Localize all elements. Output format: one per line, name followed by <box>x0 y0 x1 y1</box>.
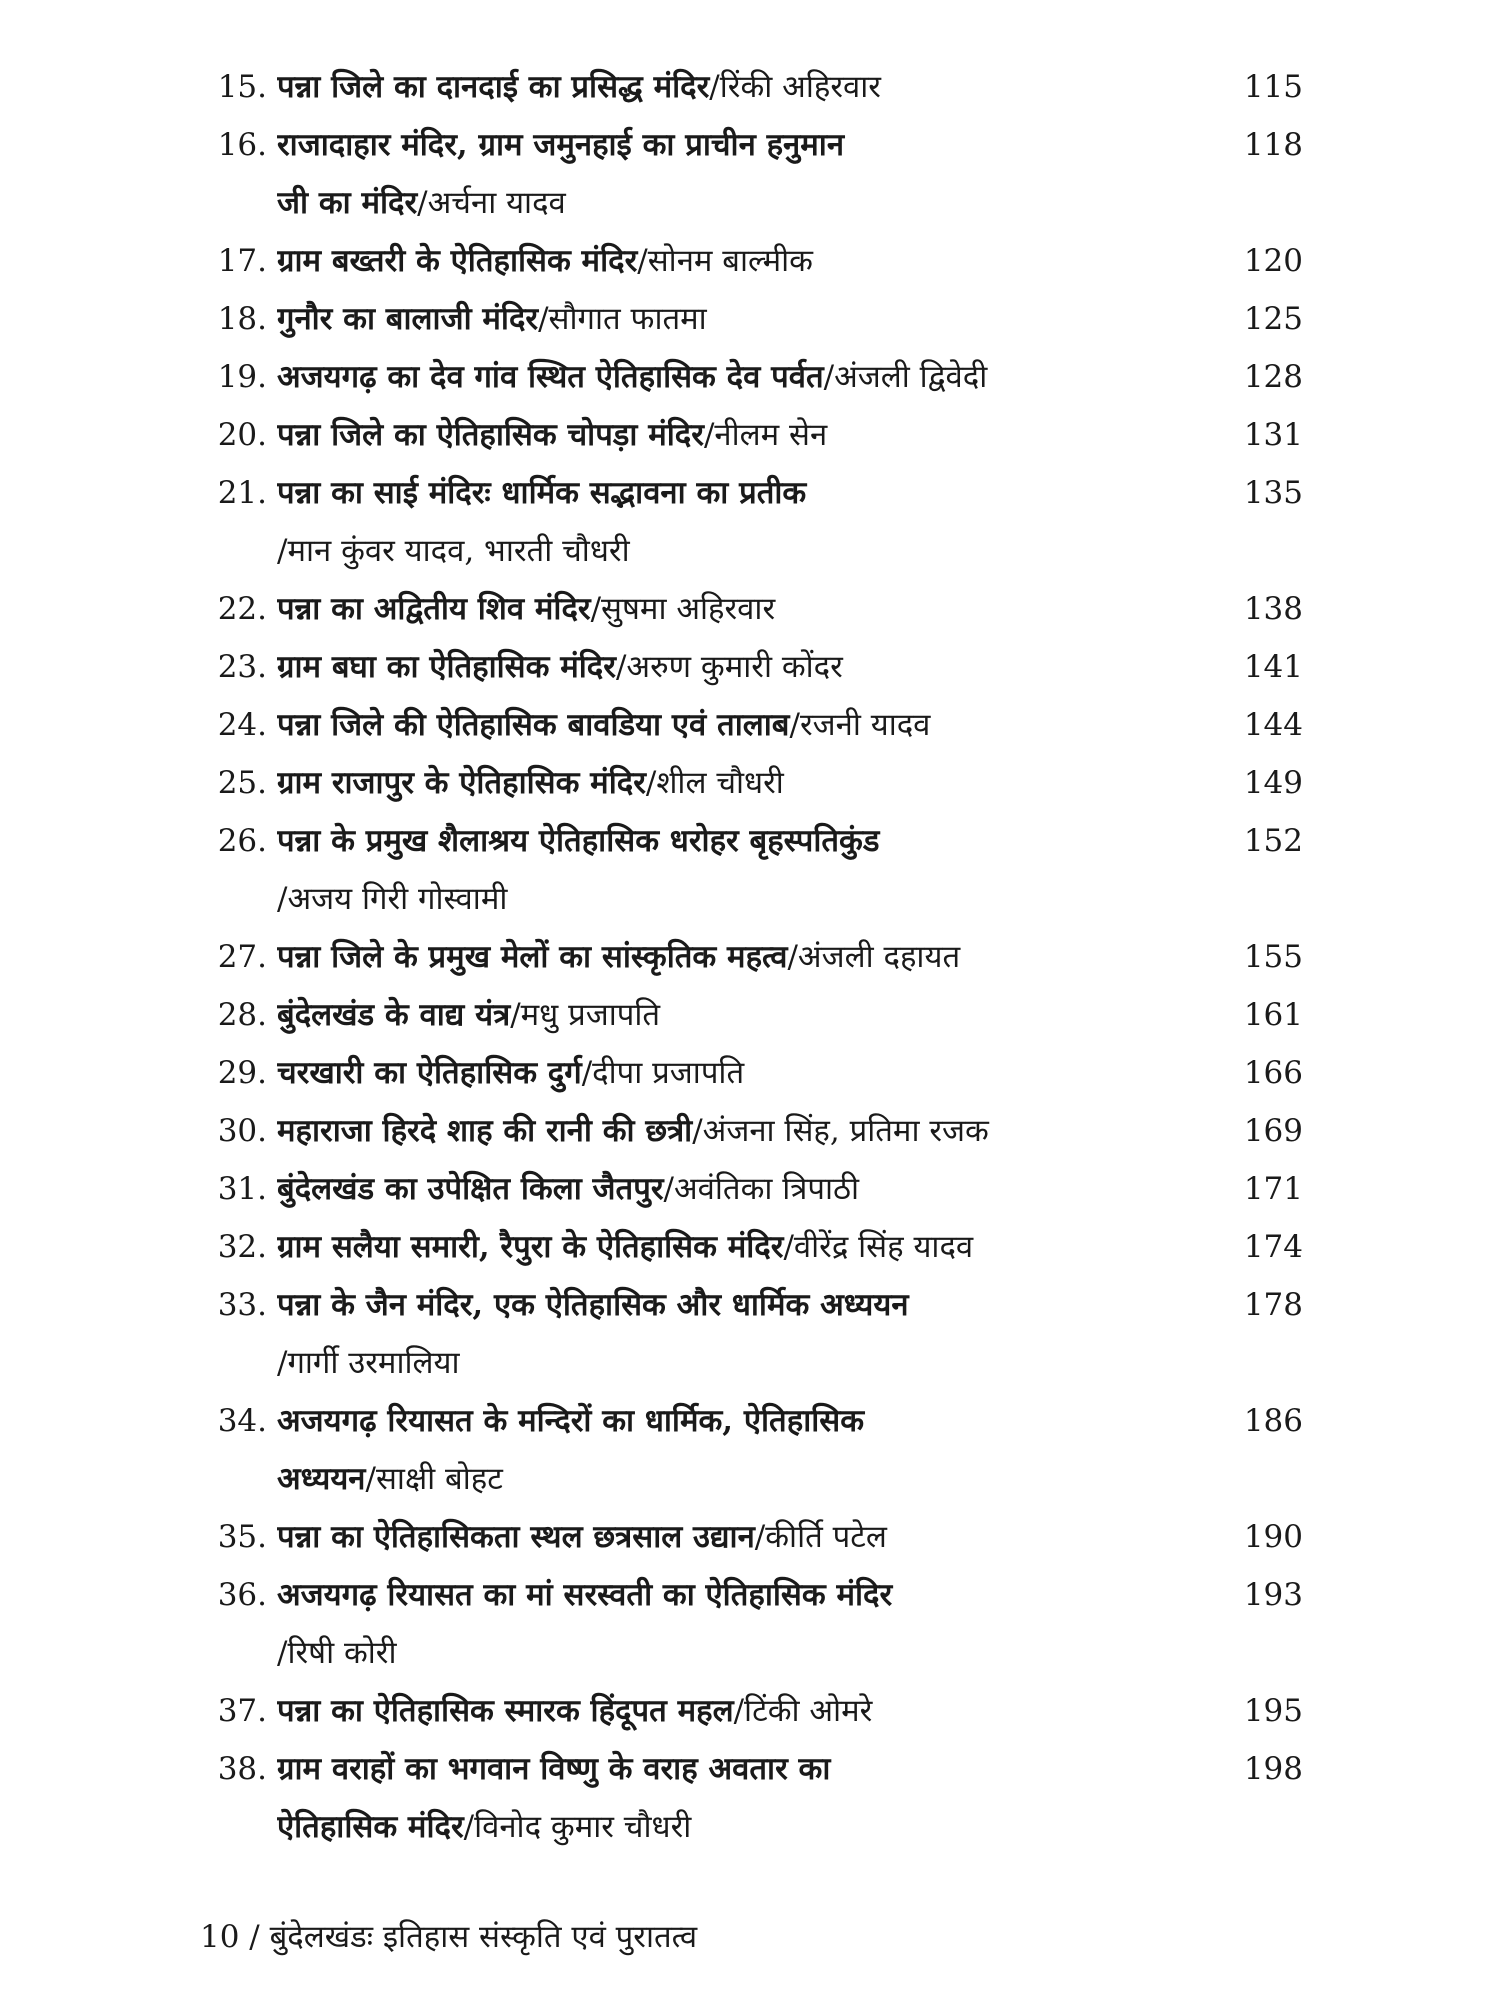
entry-line <box>277 1508 1165 1566</box>
entry-number: 21. <box>217 475 267 511</box>
entry-author: /अर्चना यादव <box>417 185 566 221</box>
entry-line <box>277 580 1165 638</box>
entry-page-number: 128 <box>1243 359 1303 395</box>
table-of-contents <box>205 58 1315 1856</box>
entry-text <box>277 348 1165 406</box>
entry-page-number: 198 <box>1243 1751 1303 1787</box>
entry-title: ग्राम राजापुर के ऐतिहासिक मंदिर <box>277 765 646 801</box>
entry-line <box>277 406 1165 464</box>
toc-entry <box>205 580 1315 638</box>
entry-line <box>277 232 1165 290</box>
entry-line <box>277 290 1165 348</box>
entry-page-number: 190 <box>1243 1519 1303 1555</box>
entry-line <box>277 1392 1165 1450</box>
toc-entry <box>205 754 1315 812</box>
entry-author: /नीलम सेन <box>703 417 828 453</box>
entry-number: 22. <box>217 591 267 627</box>
entry-title: पन्ना का ऐतिहासिक स्मारक हिंदूपत महल <box>277 1693 734 1729</box>
entry-author: /अंजली द्विवेदी <box>823 359 988 395</box>
entry-text <box>277 116 1165 232</box>
entry-line <box>277 1624 1165 1682</box>
entry-text <box>277 1044 1165 1102</box>
entry-text <box>277 1392 1165 1508</box>
entry-page-number: 178 <box>1243 1287 1303 1323</box>
entry-author: /रजनी यादव <box>789 707 931 743</box>
entry-line <box>277 812 1165 870</box>
entry-title: पन्ना का ऐतिहासिकता स्थल छत्रसाल उद्यान <box>277 1519 755 1555</box>
entry-line <box>277 58 1165 116</box>
entry-line <box>277 348 1165 406</box>
entry-author: /साक्षी बोहट <box>365 1461 503 1497</box>
page-footer: 10 / बुंदेलखंडः इतिहास संस्कृति एवं पुरातत्व <box>200 1919 698 1955</box>
entry-page-number: 161 <box>1243 997 1303 1033</box>
entry-number: 37. <box>217 1693 267 1729</box>
entry-number: 15. <box>217 69 267 105</box>
entry-author: /सौगात फातमा <box>538 301 707 337</box>
entry-text <box>277 1276 1165 1392</box>
toc-entry <box>205 464 1315 580</box>
entry-page-number: 144 <box>1243 707 1303 743</box>
entry-line <box>277 1566 1165 1624</box>
entry-title: पन्ना जिले का दानदाई का प्रसिद्ध मंदिर <box>277 69 710 105</box>
entry-line <box>277 1740 1165 1798</box>
entry-number: 20. <box>217 417 267 453</box>
entry-number: 29. <box>217 1055 267 1091</box>
entry-line <box>277 1276 1165 1334</box>
toc-entry <box>205 1044 1315 1102</box>
entry-page-number: 174 <box>1243 1229 1303 1265</box>
entry-text <box>277 1160 1165 1218</box>
entry-title: पन्ना जिले का ऐतिहासिक चोपड़ा मंदिर <box>277 417 704 453</box>
entry-number: 36. <box>217 1577 267 1613</box>
entry-line <box>277 928 1165 986</box>
entry-text <box>277 58 1165 116</box>
entry-number: 33. <box>217 1287 267 1323</box>
entry-author: /गार्गी उरमालिया <box>277 1345 460 1381</box>
entry-page-number: 186 <box>1243 1403 1303 1439</box>
entry-title: ग्राम बख्तरी के ऐतिहासिक मंदिर <box>277 243 638 279</box>
toc-entry <box>205 1160 1315 1218</box>
entry-number: 25. <box>217 765 267 801</box>
toc-entry <box>205 986 1315 1044</box>
entry-author: /सुषमा अहिरवार <box>590 591 776 627</box>
entry-line <box>277 986 1165 1044</box>
entry-number: 18. <box>217 301 267 337</box>
toc-entry <box>205 290 1315 348</box>
entry-text <box>277 1102 1165 1160</box>
toc-entry <box>205 638 1315 696</box>
toc-entry <box>205 928 1315 986</box>
entry-page-number: 149 <box>1243 765 1303 801</box>
entry-number: 32. <box>217 1229 267 1265</box>
entry-title: ऐतिहासिक मंदिर <box>277 1809 464 1845</box>
entry-line <box>277 870 1165 928</box>
entry-title: राजादाहार मंदिर, ग्राम जमुनहाई का प्राचीन हनुमान <box>277 127 845 163</box>
entry-author: /अंजना सिंह, प्रतिमा रजक <box>692 1113 989 1149</box>
entry-page-number: 135 <box>1243 475 1303 511</box>
entry-title: अजयगढ़ का देव गांव स्थित ऐतिहासिक देव पर्वत <box>277 359 824 395</box>
entry-author: /रिंकी अहिरवार <box>709 69 881 105</box>
entry-text <box>277 1508 1165 1566</box>
toc-entry <box>205 116 1315 232</box>
entry-author: /मधु प्रजापति <box>510 997 661 1033</box>
entry-title: बुंदेलखंड के वाद्य यंत्र <box>277 997 511 1033</box>
entry-author: /अंजली दहायत <box>787 939 961 975</box>
toc-entry <box>205 348 1315 406</box>
entry-author: /विनोद कुमार चौधरी <box>463 1809 692 1845</box>
entry-number: 24. <box>217 707 267 743</box>
entry-text <box>277 696 1165 754</box>
entry-title: ग्राम बघा का ऐतिहासिक मंदिर <box>277 649 616 685</box>
entry-line <box>277 1450 1165 1508</box>
entry-page-number: 131 <box>1243 417 1303 453</box>
entry-page-number: 125 <box>1243 301 1303 337</box>
entry-title: अजयगढ़ रियासत का मां सरस्वती का ऐतिहासिक मंदिर <box>277 1577 893 1613</box>
toc-entry <box>205 1102 1315 1160</box>
toc-entry <box>205 1392 1315 1508</box>
toc-entry <box>205 58 1315 116</box>
entry-title: अध्ययन <box>277 1461 366 1497</box>
entry-title: पन्ना का अद्वितीय शिव मंदिर <box>277 591 591 627</box>
entry-title: महाराजा हिरदे शाह की रानी की छत्री <box>277 1113 693 1149</box>
entry-line <box>277 696 1165 754</box>
entry-author: /अजय गिरी गोस्वामी <box>277 881 508 917</box>
entry-line <box>277 464 1165 522</box>
entry-text <box>277 1740 1165 1856</box>
entry-title: गुनौर का बालाजी मंदिर <box>277 301 539 337</box>
entry-title: ग्राम सलैया समारी, रैपुरा के ऐतिहासिक मंदिर <box>277 1229 784 1265</box>
entry-title: बुंदेलखंड का उपेक्षित किला जैतपुर <box>277 1171 664 1207</box>
entry-text <box>277 406 1165 464</box>
toc-entry <box>205 1508 1315 1566</box>
entry-author: /वीरेंद्र सिंह यादव <box>783 1229 974 1265</box>
entry-page-number: 138 <box>1243 591 1303 627</box>
entry-page-number: 115 <box>1243 69 1303 105</box>
toc-entry <box>205 232 1315 290</box>
entry-title: पन्ना जिले के प्रमुख मेलों का सांस्कृतिक महत्व <box>277 939 788 975</box>
entry-text <box>277 812 1165 928</box>
entry-page-number: 120 <box>1243 243 1303 279</box>
entry-number: 34. <box>217 1403 267 1439</box>
entry-line <box>277 1798 1165 1856</box>
entry-title: पन्ना के जैन मंदिर, एक ऐतिहासिक और धार्मिक अध्ययन <box>277 1287 909 1323</box>
entry-text <box>277 1566 1165 1682</box>
entry-line <box>277 1044 1165 1102</box>
entry-number: 23. <box>217 649 267 685</box>
entry-title: चरखारी का ऐतिहासिक दुर्ग <box>277 1055 582 1091</box>
entry-author: /शील चौधरी <box>645 765 784 801</box>
entry-line <box>277 1218 1165 1276</box>
entry-title: पन्ना जिले की ऐतिहासिक बावडिया एवं तालाब <box>277 707 790 743</box>
entry-number: 27. <box>217 939 267 975</box>
entry-text <box>277 464 1165 580</box>
entry-page-number: 171 <box>1243 1171 1303 1207</box>
entry-text <box>277 754 1165 812</box>
entry-line <box>277 1334 1165 1392</box>
toc-entry <box>205 1566 1315 1682</box>
entry-text <box>277 290 1165 348</box>
entry-line <box>277 1102 1165 1160</box>
entry-author: /रिषी कोरी <box>277 1635 397 1671</box>
entry-page-number: 166 <box>1243 1055 1303 1091</box>
entry-author: /अरुण कुमारी कोंदर <box>615 649 843 685</box>
entry-line <box>277 1160 1165 1218</box>
entry-number: 35. <box>217 1519 267 1555</box>
toc-entry <box>205 696 1315 754</box>
entry-page-number: 152 <box>1243 823 1303 859</box>
entry-number: 31. <box>217 1171 267 1207</box>
toc-entry <box>205 1276 1315 1392</box>
entry-text <box>277 1218 1165 1276</box>
toc-entry <box>205 1740 1315 1856</box>
entry-author: /दीपा प्रजापति <box>581 1055 745 1091</box>
entry-line <box>277 638 1165 696</box>
entry-title: अजयगढ़ रियासत के मन्दिरों का धार्मिक, ऐतिहासिक <box>277 1403 865 1439</box>
entry-text <box>277 928 1165 986</box>
entry-number: 38. <box>217 1751 267 1787</box>
entry-title: पन्ना का साई मंदिरः धार्मिक सद्भावना का प्रतीक <box>277 475 807 511</box>
entry-line <box>277 754 1165 812</box>
entry-text <box>277 986 1165 1044</box>
entry-text <box>277 580 1165 638</box>
entry-title: जी का मंदिर <box>277 185 418 221</box>
entry-page-number: 155 <box>1243 939 1303 975</box>
entry-text <box>277 1682 1165 1740</box>
toc-entry <box>205 1682 1315 1740</box>
entry-text <box>277 232 1165 290</box>
entry-number: 30. <box>217 1113 267 1149</box>
entry-page-number: 141 <box>1243 649 1303 685</box>
toc-entry <box>205 406 1315 464</box>
entry-line <box>277 522 1165 580</box>
entry-number: 26. <box>217 823 267 859</box>
entry-line <box>277 116 1165 174</box>
entry-line <box>277 174 1165 232</box>
entry-author: /कीर्ति पटेल <box>754 1519 887 1555</box>
entry-number: 28. <box>217 997 267 1033</box>
entry-page-number: 193 <box>1243 1577 1303 1613</box>
entry-line <box>277 1682 1165 1740</box>
toc-entry <box>205 1218 1315 1276</box>
entry-number: 17. <box>217 243 267 279</box>
entry-page-number: 118 <box>1243 127 1303 163</box>
entry-author: /सोनम बाल्मीक <box>637 243 813 279</box>
entry-title: पन्ना के प्रमुख शैलाश्रय ऐतिहासिक धरोहर बृहस्पतिकुंड <box>277 823 880 859</box>
entry-number: 19. <box>217 359 267 395</box>
entry-number: 16. <box>217 127 267 163</box>
entry-page-number: 169 <box>1243 1113 1303 1149</box>
entry-author: /टिंकी ओमरे <box>733 1693 873 1729</box>
entry-text <box>277 638 1165 696</box>
entry-title: ग्राम वराहों का भगवान विष्णु के वराह अवतार का <box>277 1751 831 1787</box>
entry-page-number: 195 <box>1243 1693 1303 1729</box>
toc-entry <box>205 812 1315 928</box>
entry-author: /अवंतिका त्रिपाठी <box>663 1171 860 1207</box>
entry-author: /मान कुंवर यादव, भारती चौधरी <box>277 533 630 569</box>
